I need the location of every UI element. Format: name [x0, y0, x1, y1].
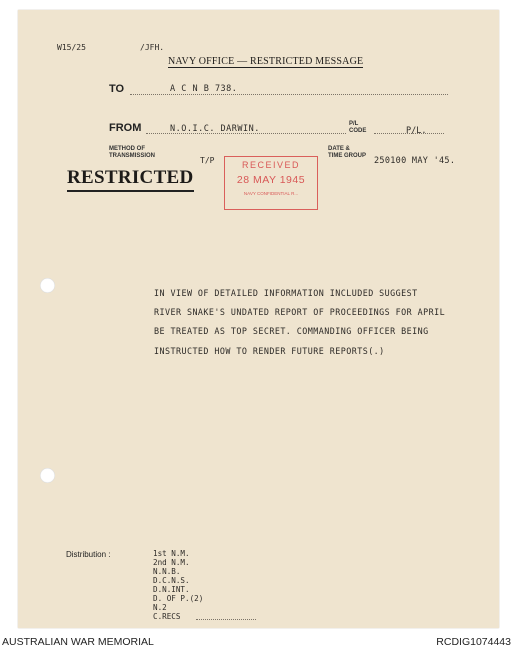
distribution-list: [153, 549, 203, 621]
to-line: [130, 94, 448, 95]
distribution-underline: [196, 619, 256, 620]
page-title: NAVY OFFICE — RESTRICTED MESSAGE: [168, 56, 364, 67]
punch-hole-top: [40, 278, 55, 293]
date-time-group: 250100 MAY '45.: [374, 156, 456, 166]
stamp-received: RECEIVED: [241, 160, 300, 170]
distribution-item: 2nd N.M.: [153, 558, 190, 567]
message-line-3: BE TREATED AS TOP SECRET. COMMANDING OFFICER BEING: [154, 326, 429, 336]
pl-code-value: P/L.: [406, 126, 427, 136]
distribution-item: D.N.INT.: [153, 585, 190, 594]
distribution-item: N.2: [153, 603, 167, 612]
message-line-2: RIVER SNAKE'S UNDATED REPORT OF PROCEEDINGS FOR APRIL: [154, 307, 446, 317]
distribution-item: C.RECS: [153, 612, 181, 621]
pl-code-label: P/L CODE: [349, 121, 367, 134]
date-label: DATE & TIME GROUP: [328, 146, 367, 159]
message-line-4: INSTRUCTED HOW TO RENDER FUTURE REPORTS(.): [154, 346, 385, 356]
to-label: TO: [109, 83, 125, 95]
author-initials: /JFH.: [140, 43, 165, 52]
stamp-footer: NAVY CONFIDENTIAL R...: [243, 191, 299, 196]
archive-credit: AUSTRALIAN WAR MEMORIAL: [2, 636, 154, 648]
distribution-item: D. OF P.(2): [153, 594, 204, 603]
from-value: N.O.I.C. DARWIN.: [170, 124, 260, 134]
distribution-item: 1st N.M.: [153, 549, 190, 558]
message-line-1: IN VIEW OF DETAILED INFORMATION INCLUDED SUGGEST: [154, 288, 418, 298]
record-id: RCDIG1074443: [436, 636, 511, 648]
method-label: METHOD OF TRANSMISSION: [109, 146, 156, 159]
from-label: FROM: [109, 122, 142, 134]
distribution-label: Distribution :: [66, 550, 111, 559]
received-stamp: [224, 156, 318, 210]
distribution-item: D.C.N.S.: [153, 576, 190, 585]
punch-hole-bottom: [40, 468, 55, 483]
method-value: T/P: [200, 156, 215, 165]
distribution-item: N.N.B.: [153, 567, 181, 576]
stamp-date: 28 MAY 1945: [236, 174, 306, 186]
file-reference: W15/25: [57, 43, 86, 52]
document-page: [18, 10, 499, 628]
classification-heading: RESTRICTED: [67, 167, 194, 192]
to-value: A C N B 738.: [170, 84, 238, 94]
